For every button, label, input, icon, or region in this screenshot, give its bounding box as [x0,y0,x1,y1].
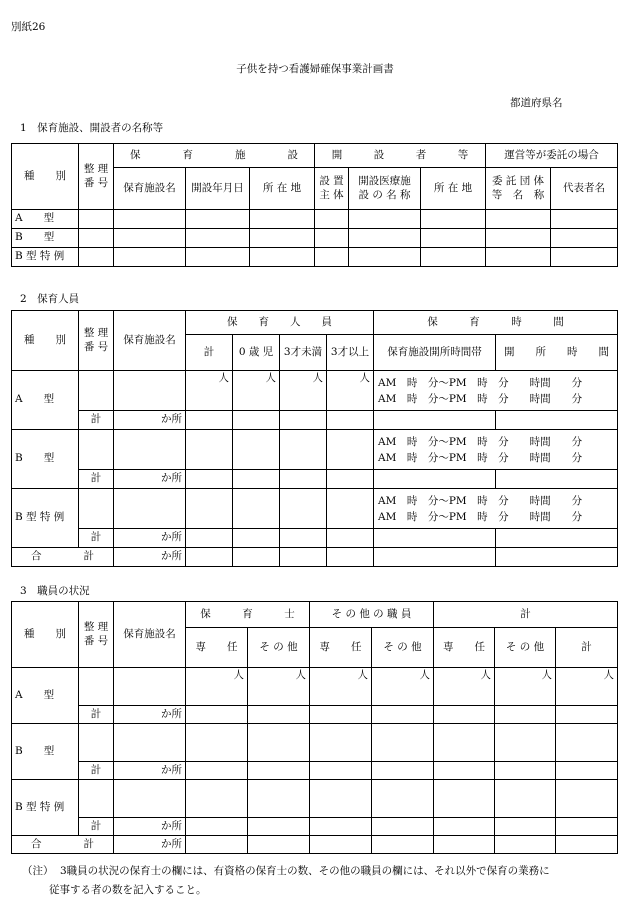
s1-kaisetsu-header: 開 設 者 等 [315,144,486,168]
table-cell[interactable] [114,430,186,470]
table-cell[interactable] [186,489,233,529]
unit-cell: 人 [248,668,310,706]
table-cell[interactable] [186,430,233,470]
table-cell[interactable] [434,818,495,836]
s2-seiri-header: 整 理 番 号 [79,311,114,371]
s1-seiri-header: 整 理 番 号 [79,144,114,210]
subtotal-label: 計 [79,818,114,836]
places-unit: か所 [114,529,186,548]
table-cell[interactable] [556,836,618,854]
grand-total-label: 合 計 [12,548,114,567]
table-cell[interactable] [327,529,374,548]
table-cell[interactable] [233,470,280,489]
places-unit: か所 [114,470,186,489]
table-cell[interactable] [551,210,618,229]
table-cell[interactable] [556,762,618,780]
table-cell[interactable] [186,229,250,248]
unit-cell: 人 [434,668,495,706]
table-cell[interactable] [114,371,186,411]
table-cell[interactable] [327,470,374,489]
table-cell[interactable] [327,489,374,529]
s1-addr2-header: 所 在 地 [421,168,486,210]
s1-row-label: B 型 特 例 [12,248,79,267]
table-cell[interactable] [248,836,310,854]
table-cell[interactable] [374,411,496,430]
table-cell[interactable] [349,229,421,248]
table-cell[interactable] [551,229,618,248]
table-cell[interactable] [496,411,618,430]
places-unit: か所 [114,411,186,430]
table-cell[interactable] [250,229,315,248]
table-cell[interactable] [349,248,421,267]
table-cell[interactable] [79,210,114,229]
annex-label: 別紙26 [11,21,46,33]
table-cell[interactable] [186,210,250,229]
table-cell[interactable] [310,818,372,836]
table-cell[interactable] [310,780,372,818]
table-cell[interactable] [79,248,114,267]
subtotal-label: 計 [79,762,114,780]
table-cell[interactable] [315,210,349,229]
table-cell[interactable] [486,210,551,229]
places-unit: か所 [114,762,186,780]
table-cell[interactable] [327,411,374,430]
subtotal-label: 計 [79,470,114,489]
table-cell[interactable] [186,411,233,430]
table-cell[interactable] [233,548,280,567]
table-cell[interactable] [327,548,374,567]
s3-other-header: そ の 他 の 職 員 [310,602,434,628]
table-cell[interactable] [186,724,248,762]
table-cell[interactable] [186,762,248,780]
s1-setchi-header: 設 置 主 体 [315,168,349,210]
s1-hoiku-header: 保 育 施 設 [114,144,315,168]
table-cell[interactable] [434,706,495,724]
note-label: （注） [22,865,54,877]
table-cell[interactable] [186,706,248,724]
places-unit: か所 [114,818,186,836]
table-cell[interactable] [496,548,618,567]
table-cell[interactable] [233,430,280,470]
table-cell[interactable] [486,229,551,248]
s1-rep-header: 代表者名 [551,168,618,210]
s1-name-header: 保育施設名 [114,168,186,210]
s2-hours-header: 保育施設開所時間帯 [374,335,496,371]
subtotal-label: 計 [79,706,114,724]
table-cell[interactable] [310,836,372,854]
table-cell[interactable] [327,430,374,470]
table-cell[interactable] [114,210,186,229]
table-cell[interactable] [486,248,551,267]
table-cell[interactable] [374,529,496,548]
hours-cell[interactable] [374,430,618,470]
note-line1: 3職員の状況の保育士の欄には、有資格の保育士の数、その他の職員の欄には、それ以外で保育の業務に [60,865,550,877]
table-cell[interactable] [421,248,486,267]
s3-sonota-header: そ の 他 [495,628,556,668]
hours-cell[interactable] [374,489,618,529]
table-cell[interactable] [248,762,310,780]
table-cell[interactable] [280,430,327,470]
s1-itaku-header: 運営等が委託の場合 [486,144,618,168]
table-cell[interactable] [372,706,434,724]
table-cell[interactable] [434,724,495,762]
hours-cell[interactable] [374,371,618,411]
unit-cell: 人 [495,668,556,706]
unit-cell: 人 [233,371,280,411]
s1-kind-header: 種 別 [12,144,79,210]
s3-row-label: A 型 [12,668,79,724]
table-cell[interactable] [421,210,486,229]
section2-heading: 2 保育人員 [20,293,80,305]
s3-row-label: B 型 特 例 [12,780,79,836]
grand-total-label: 合 計 [12,836,114,854]
table-cell[interactable] [495,762,556,780]
s3-row-label: B 型 [12,724,79,780]
table-cell[interactable] [421,229,486,248]
unit-cell: 人 [280,371,327,411]
facility-table [11,143,618,267]
table-cell[interactable] [551,248,618,267]
table-cell[interactable] [250,248,315,267]
unit-cell: 人 [186,668,248,706]
s1-row-label: B 型 [12,229,79,248]
hours-line: AM 時 分〜PM 時 分 時間 分 [378,435,583,448]
s3-senin-header: 専 任 [186,628,248,668]
table-cell[interactable] [186,818,248,836]
s1-itakudantai-header: 委 託 団 体 等 名 称 [486,168,551,210]
unit-cell: 人 [310,668,372,706]
table-cell[interactable] [434,836,495,854]
table-cell[interactable] [79,430,114,470]
table-cell[interactable] [349,210,421,229]
table-cell[interactable] [114,229,186,248]
table-cell[interactable] [434,780,495,818]
table-cell[interactable] [372,780,434,818]
table-cell[interactable] [186,780,248,818]
s3-senin-header: 専 任 [310,628,372,668]
prefecture-label: 都道府県名 [510,97,563,109]
table-cell[interactable] [114,489,186,529]
table-cell[interactable] [496,529,618,548]
places-unit: か所 [114,548,186,567]
s2-age0-header: 0 歳 児 [233,335,280,371]
s3-sum-header: 計 [434,602,618,628]
table-cell[interactable] [79,780,114,818]
s2-age3o-header: 3才以上 [327,335,374,371]
table-cell[interactable] [79,229,114,248]
table-cell[interactable] [186,836,248,854]
table-cell[interactable] [372,724,434,762]
table-cell[interactable] [310,724,372,762]
table-cell[interactable] [248,706,310,724]
table-cell[interactable] [186,529,233,548]
s2-kind-header: 種 別 [12,311,79,371]
table-cell[interactable] [280,489,327,529]
childcare-table [11,310,618,567]
s1-date-header: 開設年月日 [186,168,250,210]
places-unit: か所 [114,836,186,854]
table-cell[interactable] [280,548,327,567]
table-cell[interactable] [280,411,327,430]
table-cell[interactable] [248,818,310,836]
table-cell[interactable] [250,210,315,229]
table-cell[interactable] [186,248,250,267]
table-cell[interactable] [114,780,186,818]
s2-row-label: A 型 [12,371,79,430]
table-cell[interactable] [280,470,327,489]
table-cell[interactable] [280,529,327,548]
unit-cell: 人 [186,371,233,411]
s3-sonota-header: そ の 他 [372,628,434,668]
table-cell[interactable] [114,248,186,267]
table-cell[interactable] [310,706,372,724]
s2-open-header: 開 所 時 間 [496,335,618,371]
s3-seiri-header: 整 理 番 号 [79,602,114,668]
s2-row-label: B 型 特 例 [12,489,79,548]
table-cell[interactable] [233,489,280,529]
s2-age3u-header: 3才未満 [280,335,327,371]
table-cell[interactable] [495,780,556,818]
unit-cell: 人 [327,371,374,411]
table-cell[interactable] [186,470,233,489]
s1-iryo-header: 開設医療施 設 の 名 称 [349,168,421,210]
table-cell[interactable] [556,724,618,762]
table-cell[interactable] [372,762,434,780]
hours-line: AM 時 分〜PM 時 分 時間 分 [378,494,583,507]
table-cell[interactable] [79,724,114,762]
table-cell[interactable] [372,818,434,836]
subtotal-label: 計 [79,529,114,548]
table-cell[interactable] [114,724,186,762]
unit-cell: 人 [372,668,434,706]
s1-addr1-header: 所 在 地 [250,168,315,210]
table-cell[interactable] [556,706,618,724]
document-title: 子供を持つ看護婦確保事業計画書 [236,63,394,75]
s3-sonota-header: そ の 他 [248,628,310,668]
table-cell[interactable] [233,529,280,548]
hours-line: AM 時 分〜PM 時 分 時間 分 [378,376,583,389]
table-cell[interactable] [495,818,556,836]
section3-heading: 3 職員の状況 [20,585,90,597]
note-line2: 従事する者の数を記入すること。 [49,884,207,896]
staff-table [11,601,618,854]
table-cell[interactable] [495,706,556,724]
s3-hoikushi-header: 保 育 士 [186,602,310,628]
table-cell[interactable] [556,780,618,818]
hours-line: AM 時 分〜PM 時 分 時間 分 [378,510,583,523]
s2-jikan-header: 保 育 時 間 [374,311,618,335]
places-unit: か所 [114,706,186,724]
s2-jinin-header: 保 育 人 員 [186,311,374,335]
table-cell[interactable] [186,548,233,567]
s2-name-header: 保育施設名 [114,311,186,371]
s1-row-label: A 型 [12,210,79,229]
s3-total-header: 計 [556,628,618,668]
table-cell[interactable] [374,470,496,489]
table-cell[interactable] [372,836,434,854]
unit-cell: 人 [556,668,618,706]
hours-line: AM 時 分〜PM 時 分 時間 分 [378,392,583,405]
s3-senin-header: 専 任 [434,628,495,668]
table-cell[interactable] [495,836,556,854]
s2-total-header: 計 [186,335,233,371]
table-cell[interactable] [495,724,556,762]
table-cell[interactable] [496,470,618,489]
hours-line: AM 時 分〜PM 時 分 時間 分 [378,451,583,464]
table-cell[interactable] [556,818,618,836]
table-cell[interactable] [248,724,310,762]
table-cell[interactable] [79,371,114,411]
table-cell[interactable] [434,762,495,780]
s2-row-label: B 型 [12,430,79,489]
subtotal-label: 計 [79,411,114,430]
table-cell[interactable] [114,668,186,706]
table-cell[interactable] [315,248,349,267]
table-cell[interactable] [310,762,372,780]
table-cell[interactable] [79,668,114,706]
table-cell[interactable] [315,229,349,248]
s3-name-header: 保育施設名 [114,602,186,668]
table-cell[interactable] [248,780,310,818]
table-cell[interactable] [374,548,496,567]
table-cell[interactable] [79,489,114,529]
section1-heading: 1 保育施設、開設者の名称等 [20,122,164,134]
s3-kind-header: 種 別 [12,602,79,668]
table-cell[interactable] [233,411,280,430]
